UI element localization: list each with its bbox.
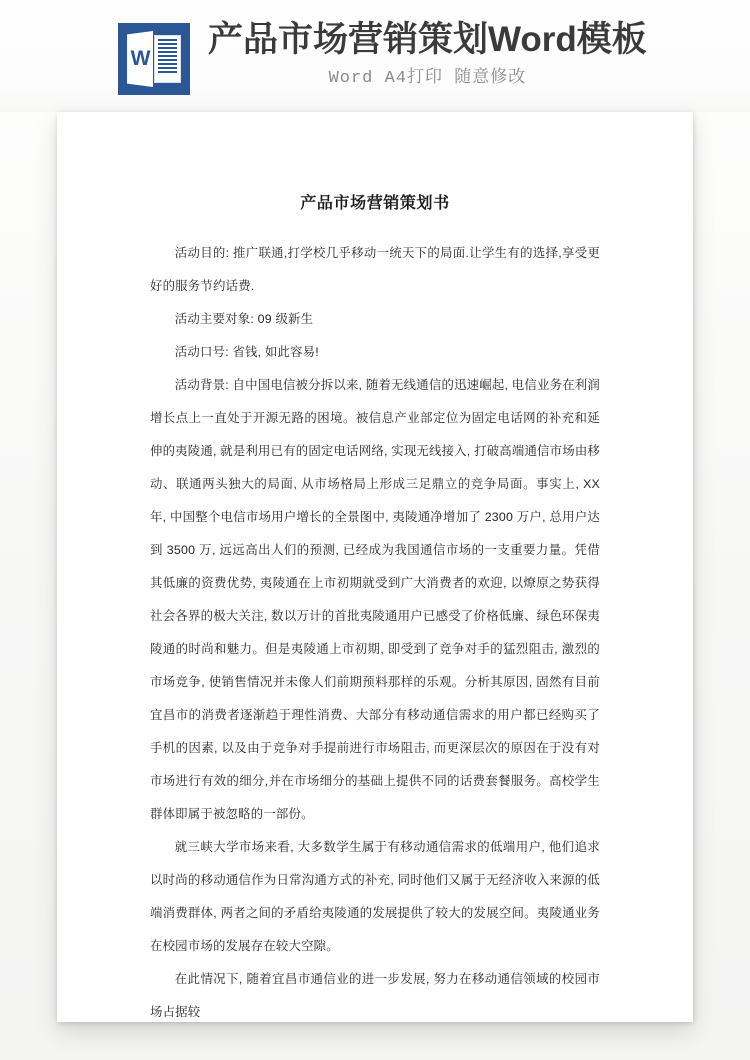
word-icon-letter: W bbox=[130, 47, 150, 70]
word-icon-line bbox=[158, 67, 177, 69]
promo-header bbox=[0, 0, 750, 112]
document-paragraph: 活动口号: 省钱, 如此容易! bbox=[174, 345, 319, 359]
promo-subtitle: Word A4打印 随意修改 bbox=[328, 69, 527, 88]
word-icon-line bbox=[158, 47, 177, 49]
word-icon-lines bbox=[154, 35, 181, 83]
document-page bbox=[57, 112, 693, 1022]
word-icon-line bbox=[158, 55, 177, 57]
document-paragraph: 就三峡大学市场来看, 大多数学生属于有移动通信需求的低端用户, 他们追求以时尚的移动通信作为日常沟通方式的补充, 同时他们又属于无经济收入来源的低端消费群体, 两者之间的矛盾给夷陵通的发展提供了较大的发展空间。夷陵通业务在校园市场的发展存在较大空隙。 bbox=[150, 840, 600, 953]
word-icon-line bbox=[158, 43, 177, 45]
document-title: 产品市场营销策划书 bbox=[300, 195, 450, 212]
promo-title: 产品市场营销策划Word模板 bbox=[208, 20, 647, 59]
word-icon-line bbox=[158, 51, 177, 53]
word-icon-line bbox=[158, 63, 177, 65]
word-icon-line bbox=[158, 39, 177, 41]
document-paragraph: 活动主要对象: 09 级新生 bbox=[174, 312, 314, 326]
document-paragraph: 在此情况下, 随着宜昌市通信业的进一步发展, 努力在移动通信领域的校园市场占据较 bbox=[150, 972, 600, 1019]
word-icon-line bbox=[158, 71, 177, 73]
word-icon-line bbox=[158, 59, 177, 61]
document-paragraph: 活动背景: 自中国电信被分拆以来, 随着无线通信的迅速崛起, 电信业务在利润增长点上一直处于开源无路的困境。被信息产业部定位为固定电话网的补充和延伸的夷陵通, 就是利用已有的固定电话网络, 实现无线接入, 打破高端通信市场由移动、联通两头独大的局面, 从市场格局上形成三足鼎立的竞争局面。事实上, XX 年, 中国整个电信市场用户增长的全景图中, 夷陵通净增加了 2300 万户, 总用户达到 3500 万, 远远高出人们的预测, 已经成为我国通信市场的一支重要力量。凭借其低廉的资费优势, 夷陵通在上市初期就受到广大消费者的欢迎, 以燎原之势获得社会各界的极大关注, 数以万计的首批夷陵通用户已感受了价格低廉、绿色环保夷陵通的时尚和魅力。但是夷陵通上市初期, 即受到了竞争对手的猛烈阻击, 激烈的市场竞争, 使销售情况并未像人们前期预料那样的乐观。分析其原因, 固然有目前宜昌市的消费者逐渐趋于理性消费、大部分有移动通信需求的用户都已经购买了手机的因素, 以及由于竞争对手提前进行市场阻击, 而更深层次的原因在于没有对市场进行有效的细分,并在市场细分的基础上提供不同的话费套餐服务。高校学生群体即属于被忽略的一部份。 bbox=[150, 378, 600, 821]
document-paragraph: 活动目的: 推广联通,打学校几乎移动一统天下的局面.让学生有的选择,享受更好的服务节约话费. bbox=[150, 246, 600, 293]
document-body bbox=[57, 112, 693, 1022]
promo-text-block bbox=[208, 16, 647, 92]
word-app-icon bbox=[118, 23, 190, 95]
promo-header-content bbox=[118, 16, 647, 95]
